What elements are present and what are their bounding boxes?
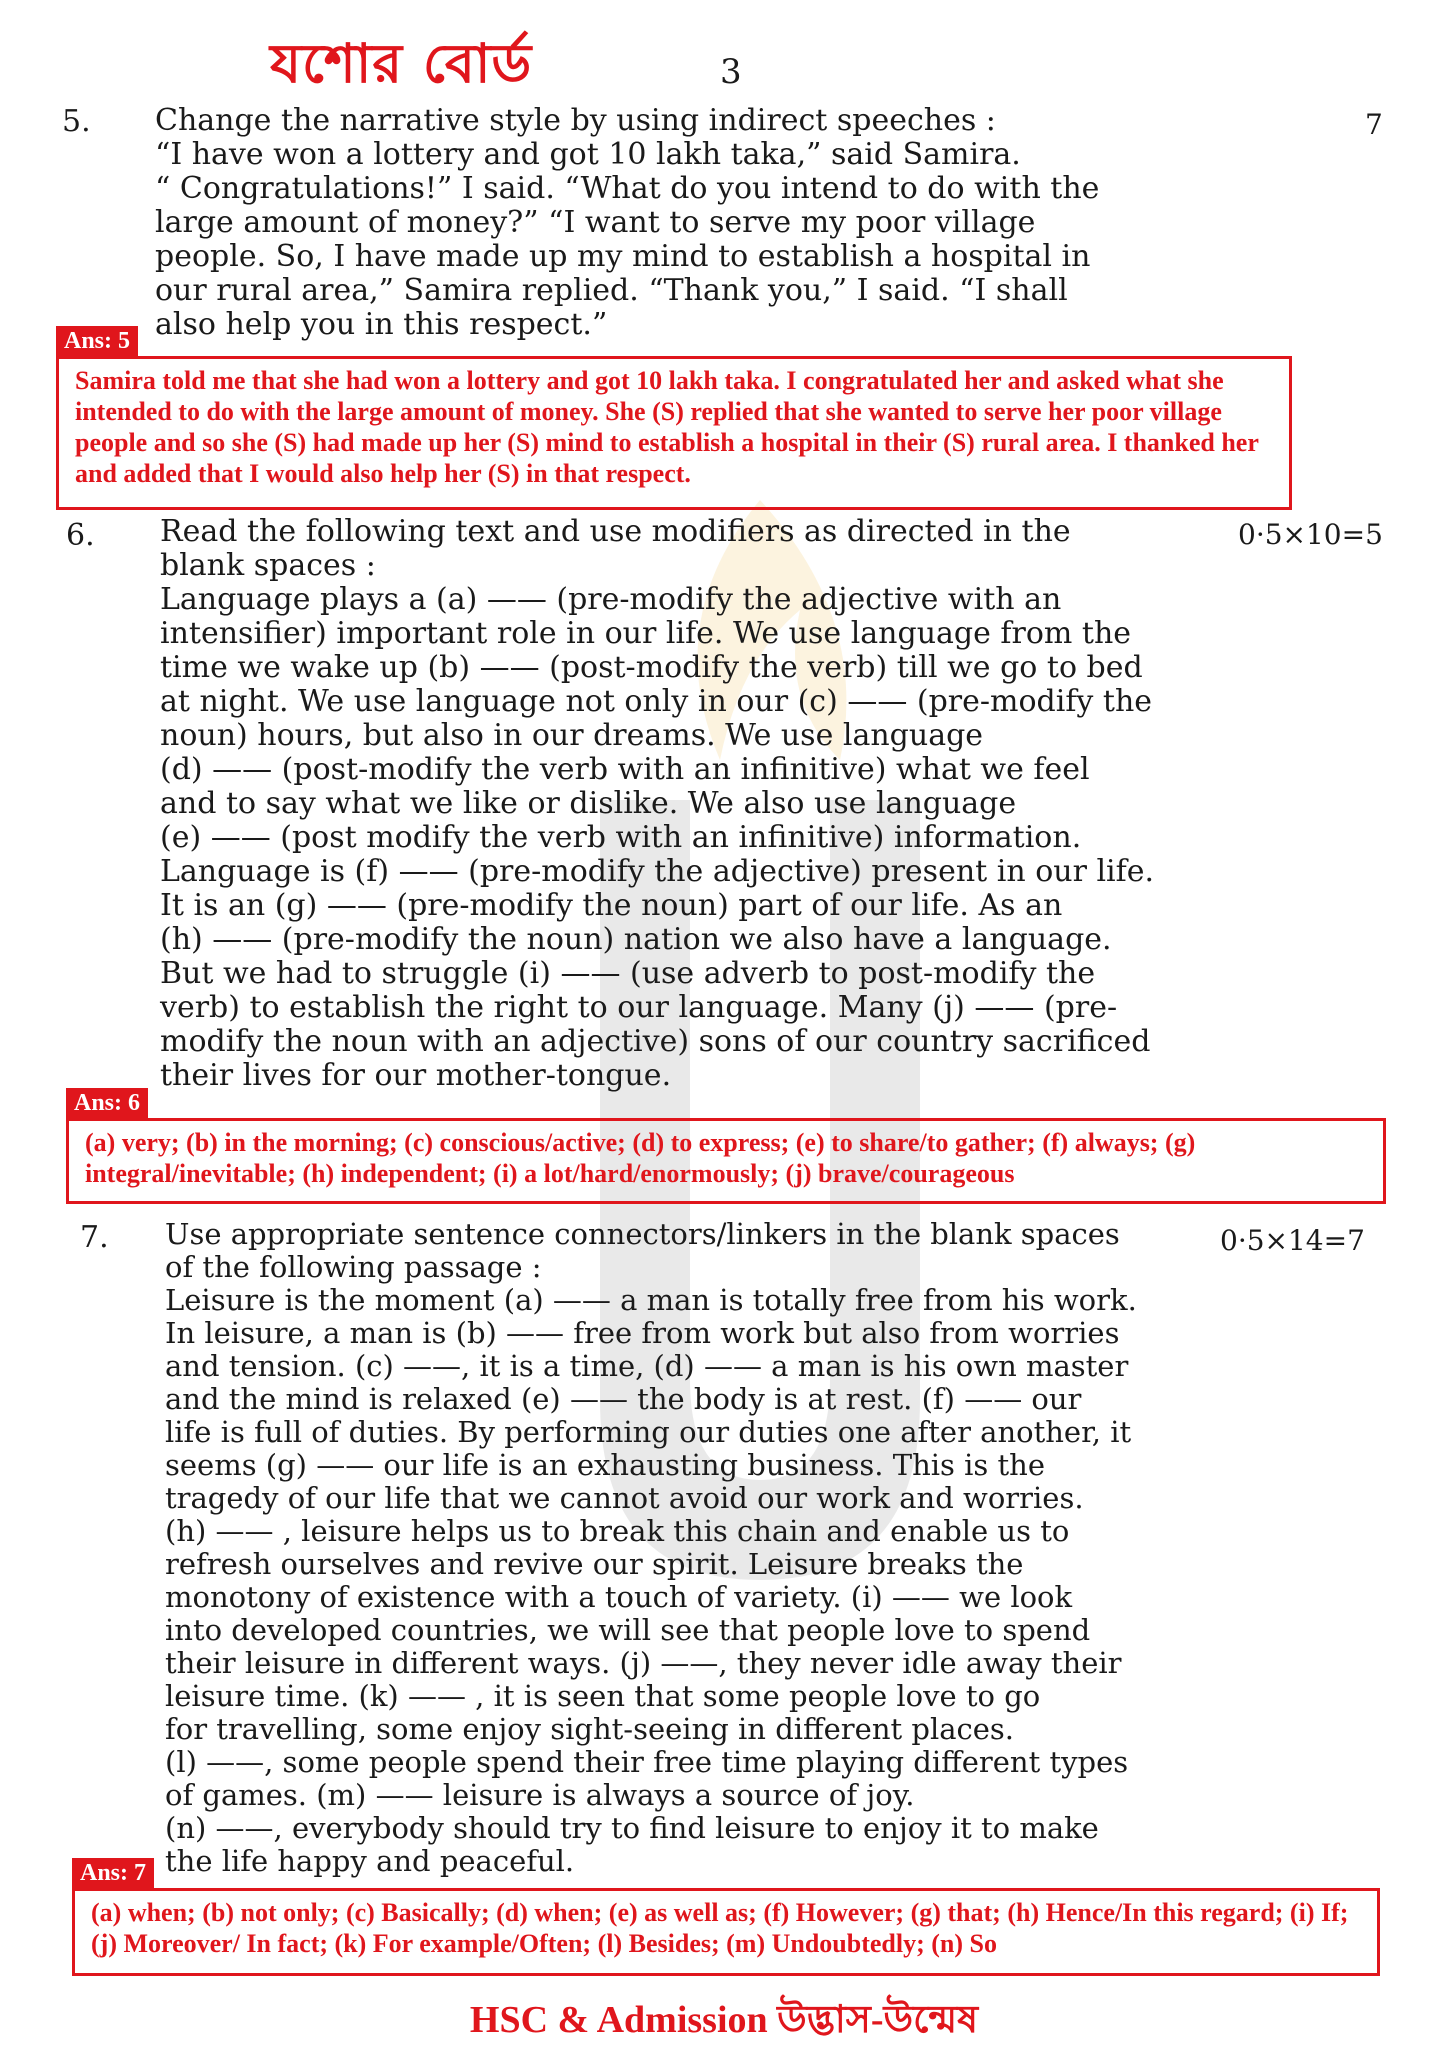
question-5-number: 5. (62, 104, 91, 139)
question-5-marks: 7 (1365, 108, 1383, 141)
answer-6-label: Ans: 6 (66, 1088, 148, 1119)
footer-brand: HSC & Admission উদ্ভাস-উন্মেষ (469, 1999, 979, 2041)
page-number: 3 (720, 52, 742, 92)
board-title: যশোর বোর্ড (270, 32, 533, 95)
answer-7-label: Ans: 7 (72, 1858, 154, 1889)
question-7-text: Use appropriate sentence connectors/linkers in the blank spaces of the following passage : Leisure is the moment (a) —— a man is totally free from his work. In leisure, a man is (b) —— free from work but also from worries and tension. (c) ——, it is a time, (d) —— a man is his own master and the mind is relaxed (e) —— the body is at rest. (f) —— our life is full of duties. By performing our duties one after another, it seems (g) —— our life is an exhausting business. This is the tragedy of our life that we cannot avoid our work and worries. (h) —— , leisure helps us to break this chain and enable us to refresh ourselves and revive our spirit. Leisure breaks the monotony of existence with a touch of variety. (i) —— we look into developed countries, we will see that people love to spend their leisure in different ways. (j) ——, they never idle away their leisure time. (k) —— , it is seen that some people love to go for travelling, some enjoy sight-seeing in different places. (l) ——, some people spend their free time playing different types of games. (m) —— leisure is always a source of joy. (n) ——, everybody should try to find leisure to enjoy it to make the life happy and peaceful. (165, 1217, 1137, 1878)
answer-7-box: (a) when; (b) not only; (c) Basically; (d) when; (e) as well as; (f) However; (g) that; (h) Hence/In this regard; (i) If; (j) Moreover/ In fact; (k) For example/Often; (l) Besides; (m) Undoubtedly; (n) So (72, 1888, 1380, 1976)
question-7-marks: 0·5×14=7 (1220, 1224, 1365, 1257)
question-6-number: 6. (66, 518, 95, 553)
question-5-text: Change the narrative style by using indirect speeches : “I have won a lottery and got 10 lakh taka,” said Samira. “ Congratulations!” I said. “What do you intend to do with the large amount of money?” “I want to serve my poor village people. So, I have made up my mind to establish a hospital in our rural area,” Samira replied. “Thank you,” I said. “I shall also help you in this respect.” (155, 103, 1100, 342)
question-6-text: Read the following text and use modifiers as directed in the blank spaces : Language plays a (a) —— (pre-modify the adjective with an intensifier) important role in our life. We use language from the time we wake up (b) —— (post-modify the verb) till we go to bed at night. We use language not only in our (c) —— (pre-modify the noun) hours, but also in our dreams. We use language (d) —— (post-modify the verb with an infinitive) what we feel and to say what we like or dislike. We also use language (e) —— (post modify the verb with an infinitive) information. Language is (f) —— (pre-modify the adjective) present in our life. It is an (g) —— (pre-modify the noun) part of our life. As an (h) —— (pre-modify the noun) nation we also have a language. But we had to struggle (i) —— (use adverb to post-modify the verb) to establish the right to our language. Many (j) —— (pre- modify the noun with an adjective) sons of our country sacrificed their lives for our mother-tongue. (160, 514, 1155, 1093)
question-7-number: 7. (80, 1220, 109, 1255)
answer-5-label: Ans: 5 (56, 326, 138, 357)
question-6-marks: 0·5×10=5 (1238, 518, 1383, 551)
answer-6-box: (a) very; (b) in the morning; (c) conscious/active; (d) to express; (e) to share/to gather; (f) always; (g) integral/inevitable; (h) independent; (i) a lot/hard/enormously; (j) brave/courageous (66, 1118, 1386, 1204)
answer-5-box: Samira told me that she had won a lottery and got 10 lakh taka. I congratulated her and asked what she intended to do with the large amount of money. She (S) replied that she wanted to serve her poor village people and so she (S) had made up her (S) mind to establish a hospital in their (S) rural area. I thanked her and added that I would also help her (S) in that respect. (56, 356, 1292, 510)
